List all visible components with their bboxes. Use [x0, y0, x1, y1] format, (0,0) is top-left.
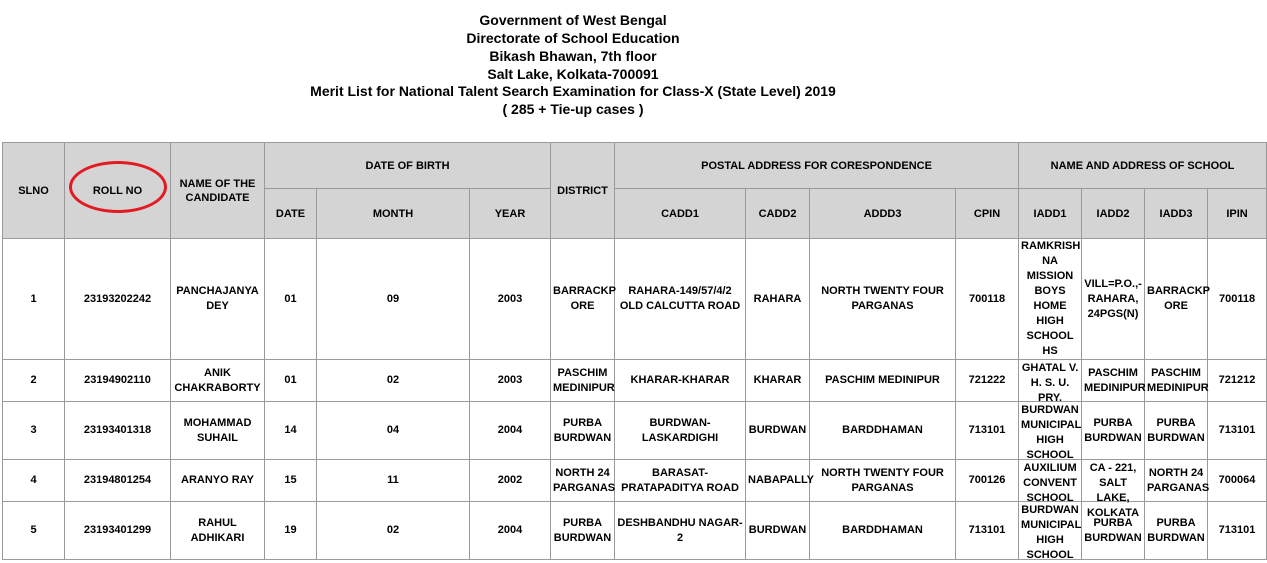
cell-name: RAHUL ADHIKARI — [171, 502, 265, 560]
cell-iadd2: PURBA BURDWAN — [1082, 402, 1145, 460]
col-dob: DATE OF BIRTH — [265, 143, 551, 189]
col-ipin: IPIN — [1208, 189, 1267, 239]
cell-roll: 23194902110 — [65, 360, 171, 402]
cell-iadd1: BURDWAN MUNICIPAL HIGH SCHOOL — [1021, 403, 1082, 461]
cell-date: 01 — [265, 239, 317, 360]
table-row — [3, 360, 1267, 402]
table-row — [3, 460, 1267, 502]
col-postal: POSTAL ADDRESS FOR CORESPONDENCE — [615, 143, 1019, 189]
cell-slno: 1 — [3, 239, 65, 360]
cell-cpin: 713101 — [956, 402, 1019, 460]
cell-iadd2: VILL=P.O.,-RAHARA, 24PGS(N) — [1082, 239, 1145, 360]
cell-cadd2: BURDWAN — [746, 402, 810, 460]
cell-date: 19 — [265, 502, 317, 560]
cell-district: BARRACKP ORE — [551, 239, 615, 360]
cell-addd3: BARDDHAMAN — [810, 502, 956, 560]
col-name: NAME OF THE CANDIDATE — [171, 143, 265, 239]
cell-ipin: 721212 — [1208, 360, 1267, 402]
cell-iadd2: CA - 221, SALT LAKE, KOLKATA — [1086, 461, 1140, 519]
cell-roll: 23193202242 — [65, 239, 171, 360]
cell-iadd2: PURBA BURDWAN — [1082, 502, 1145, 560]
cell-slno: 4 — [3, 460, 65, 502]
cell-district: PASCHIM MEDINIPUR — [551, 360, 615, 402]
col-iadd2: IADD2 — [1082, 189, 1145, 239]
cell-cadd1: BARASAT-PRATAPADITYA ROAD — [615, 460, 746, 502]
table-row — [3, 502, 1267, 560]
col-iadd1: IADD1 — [1019, 189, 1082, 239]
header-line-4: Salt Lake, Kolkata-700091 — [487, 66, 659, 82]
cell-iadd1: GHATAL V. H. S. U. PRY. — [1021, 361, 1079, 404]
cell-date: 14 — [265, 402, 317, 460]
cell-month: 09 — [317, 239, 470, 360]
cell-iadd1: AUXILIUM CONVENT SCHOOL — [1023, 461, 1077, 504]
table-row — [3, 402, 1267, 460]
cell-addd3: BARDDHAMAN — [810, 402, 956, 460]
cell-cadd2: RAHARA — [746, 239, 810, 360]
cell-year: 2004 — [470, 402, 551, 460]
header-line-5: Merit List for National Talent Search Examination for Class-X (State Level) 2019 — [310, 83, 836, 99]
cell-year: 2004 — [470, 502, 551, 560]
col-cpin: CPIN — [956, 189, 1019, 239]
cell-ipin: 700064 — [1208, 460, 1267, 502]
cell-district: NORTH 24 PARGANAS — [551, 460, 615, 502]
cell-slno: 5 — [3, 502, 65, 560]
cell-name: ANIK CHAKRABORTY — [171, 360, 265, 402]
col-district: DISTRICT — [551, 143, 615, 239]
col-iadd3: IADD3 — [1145, 189, 1208, 239]
col-cadd2: CADD2 — [746, 189, 810, 239]
cell-district: PURBA BURDWAN — [551, 402, 615, 460]
cell-iadd3: BARRACKP ORE — [1145, 239, 1208, 360]
header-line-1: Government of West Bengal — [479, 12, 667, 28]
cell-cadd2: KHARAR — [746, 360, 810, 402]
col-addd3: ADDD3 — [810, 189, 956, 239]
cell-iadd2: PASCHIM MEDINIPUR — [1082, 360, 1145, 402]
cell-iadd1: RAMKRISH NA MISSION BOYS HOME HIGH SCHOOL HS — [1019, 239, 1082, 360]
col-rollno: ROLL NO — [65, 143, 171, 239]
cell-iadd3: PASCHIM MEDINIPUR — [1145, 360, 1208, 402]
cell-date: 15 — [265, 460, 317, 502]
col-month: MONTH — [317, 189, 470, 239]
cell-ipin: 713101 — [1208, 402, 1267, 460]
cell-addd3: PASCHIM MEDINIPUR — [810, 360, 956, 402]
cell-year: 2002 — [470, 460, 551, 502]
cell-ipin: 700118 — [1208, 239, 1267, 360]
header-line-2: Directorate of School Education — [466, 30, 680, 46]
cell-iadd3: PURBA BURDWAN — [1145, 402, 1208, 460]
cell-month: 11 — [317, 460, 470, 502]
cell-cadd2: NABAPALLY — [746, 460, 810, 502]
cell-roll: 23193401318 — [65, 402, 171, 460]
cell-iadd3: NORTH 24 PARGANAS — [1145, 460, 1208, 502]
header-line-3: Bikash Bhawan, 7th floor — [489, 48, 657, 64]
col-year: YEAR — [470, 189, 551, 239]
cell-month: 02 — [317, 502, 470, 560]
cell-name: ARANYO RAY — [171, 460, 265, 502]
cell-year: 2003 — [470, 360, 551, 402]
cell-iadd3: PURBA BURDWAN — [1145, 502, 1208, 560]
cell-cadd1: RAHARA-149/57/4/2 OLD CALCUTTA ROAD — [615, 239, 746, 360]
cell-cpin: 721222 — [956, 360, 1019, 402]
col-school: NAME AND ADDRESS OF SCHOOL — [1019, 143, 1267, 189]
col-date: DATE — [265, 189, 317, 239]
col-slno: SLNO — [3, 143, 65, 239]
cell-cpin: 700118 — [956, 239, 1019, 360]
table-row — [3, 239, 1267, 360]
cell-slno: 3 — [3, 402, 65, 460]
cell-month: 02 — [317, 360, 470, 402]
merit-table — [2, 142, 1267, 560]
cell-addd3: NORTH TWENTY FOUR PARGANAS — [810, 460, 956, 502]
cell-iadd1: BURDWAN MUNICIPAL HIGH SCHOOL — [1021, 503, 1082, 561]
cell-district: PURBA BURDWAN — [551, 502, 615, 560]
col-cadd1: CADD1 — [615, 189, 746, 239]
cell-month: 04 — [317, 402, 470, 460]
cell-roll: 23193401299 — [65, 502, 171, 560]
cell-ipin: 713101 — [1208, 502, 1267, 560]
cell-cpin: 700126 — [956, 460, 1019, 502]
cell-addd3: NORTH TWENTY FOUR PARGANAS — [810, 239, 956, 360]
cell-cadd1: KHARAR-KHARAR — [615, 360, 746, 402]
cell-date: 01 — [265, 360, 317, 402]
cell-cpin: 713101 — [956, 502, 1019, 560]
cell-slno: 2 — [3, 360, 65, 402]
cell-roll: 23194801254 — [65, 460, 171, 502]
cell-year: 2003 — [470, 239, 551, 360]
cell-cadd2: BURDWAN — [746, 502, 810, 560]
cell-cadd1: BURDWAN-LASKARDIGHI — [615, 402, 746, 460]
cell-name: MOHAMMAD SUHAIL — [171, 402, 265, 460]
cell-name: PANCHAJANYA DEY — [171, 239, 265, 360]
cell-cadd1: DESHBANDHU NAGAR-2 — [615, 502, 746, 560]
header-line-6: ( 285 + Tie-up cases ) — [502, 101, 644, 117]
